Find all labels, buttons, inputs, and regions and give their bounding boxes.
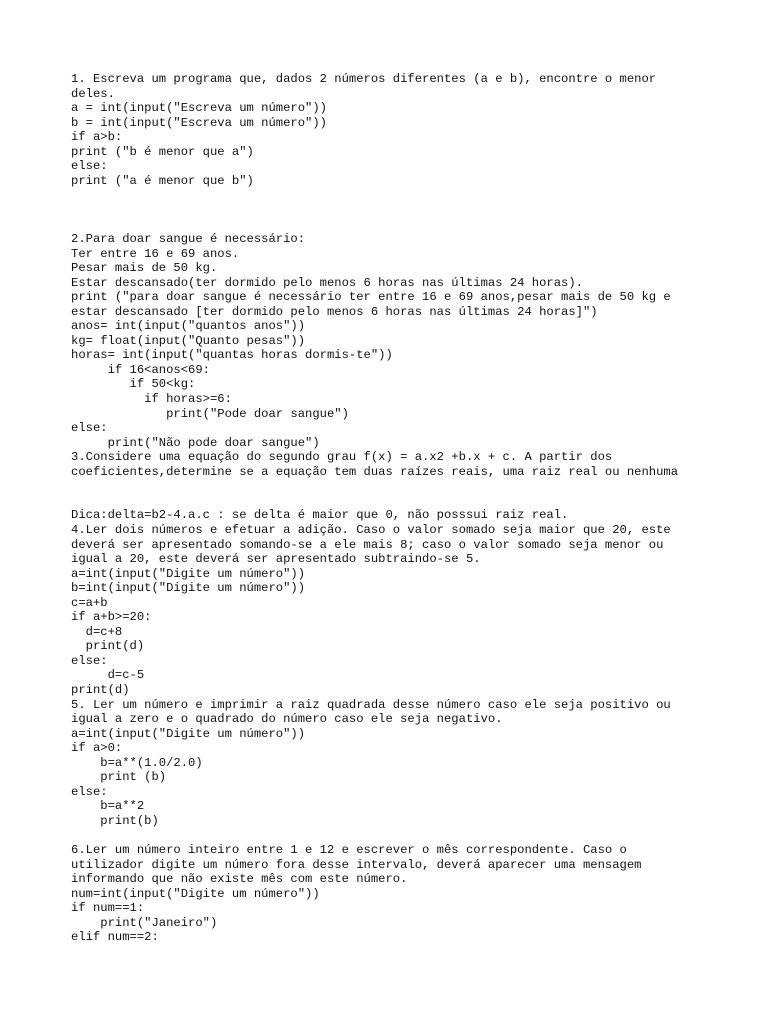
text-line: 3.Considere uma equação do segundo grau f(x) = a.x2 +b.x + c. A partir dos [71,450,613,465]
text-line: 1. Escreva um programa que, dados 2 números diferentes (a e b), encontre o menor [71,72,657,86]
text-line: 5. Ler um número e imprimir a raiz quadrada desse número caso ele seja positivo ou [71,697,671,712]
text-line [71,828,711,843]
text-line: a = int(input("Escreva um número")) [71,101,327,116]
text-line [71,217,711,232]
text-line: print(d) [71,682,130,697]
text-line [71,494,711,509]
text-line: d=c-5 [71,668,145,683]
text-line: if a>0: [71,741,123,756]
text-line [71,479,711,494]
text-line: elif num==2: [71,930,159,945]
text-line: Dica:delta=b2-4.a.c : se delta é maior que 0, não posssui raiz real. [71,508,569,523]
text-line: 2.Para doar sangue é necessário: [71,232,306,247]
text-line: coeficientes,determine se a equação tem duas raízes reais, uma raiz real ou nenhuma [71,464,679,479]
text-line: if num==1: [71,901,145,916]
text-line [71,203,711,218]
text-line: igual a 20, este deverá ser apresentado subtraindo-se 5. [71,552,481,567]
text-line: Pesar mais de 50 kg. [71,261,218,276]
text-line: print(d) [71,639,145,654]
text-line: Ter entre 16 e 69 anos. [71,246,240,261]
text-line: igual a zero e o quadrado do número caso ele seja negativo. [71,712,503,727]
text-line: d=c+8 [71,624,123,639]
text-line: else: [71,653,108,668]
text-line: horas= int(input("quantas horas dormis-te")) [71,348,393,363]
text-line: if a>b: [71,130,123,145]
text-line: informando que não existe mês com este número. [71,872,408,887]
text-line: Estar descansado(ter dormido pelo menos 6 horas nas últimas 24 horas). [71,275,583,290]
text-line: utilizador digite um número fora desse intervalo, deverá aparecer uma mensagem [71,857,642,872]
text-line: deles. [71,86,115,101]
text-line: print (b) [71,770,167,785]
text-line: else: [71,159,108,174]
text-line: print(b) [71,813,159,828]
text-line: print ("a é menor que b") [71,173,254,188]
text-line: if a+b>=20: [71,610,152,625]
text-line [71,188,711,203]
text-line: estar descansado [ter dormido pelo menos 6 horas nas últimas 24 horas]") [71,304,598,319]
text-line: num=int(input("Digite um número")) [71,886,320,901]
text-line: 4.Ler dois números e efetuar a adição. Caso o valor somado seja maior que 20, este [71,522,671,537]
text-line: if 16<anos<69: [71,362,210,377]
text-line: b = int(input("Escreva um número")) [71,115,327,130]
text-line: if 50<kg: [71,377,196,392]
text-line: else: [71,784,108,799]
text-line: b=int(input("Digite um número")) [71,581,306,596]
text-line: print("Não pode doar sangue") [71,435,320,450]
text-line: if horas>=6: [71,392,232,407]
text-line: a=int(input("Digite um número")) [71,726,306,741]
text-line: a=int(input("Digite um número")) [71,566,306,581]
text-line: c=a+b [71,595,108,610]
text-line: print("Janeiro") [71,915,218,930]
text-line: print ("b é menor que a") [71,144,254,159]
text-line: print("Pode doar sangue") [71,406,349,421]
text-line: anos= int(input("quantos anos")) [71,319,306,334]
text-line: 6.Ler um número inteiro entre 1 e 12 e escrever o mês correspondente. Caso o [71,842,627,857]
text-line: print ("para doar sangue é necessário ter entre 16 e 69 anos,pesar mais de 50 kg e [71,290,671,305]
text-line: deverá ser apresentado somando-se a ele mais 8; caso o valor somado seja menor ou [71,537,664,552]
text-line: b=a**2 [71,799,145,814]
document-body [71,72,711,945]
text-line: b=a**(1.0/2.0) [71,755,203,770]
text-line: else: [71,421,108,436]
text-line: kg= float(input("Quanto pesas")) [71,333,306,348]
